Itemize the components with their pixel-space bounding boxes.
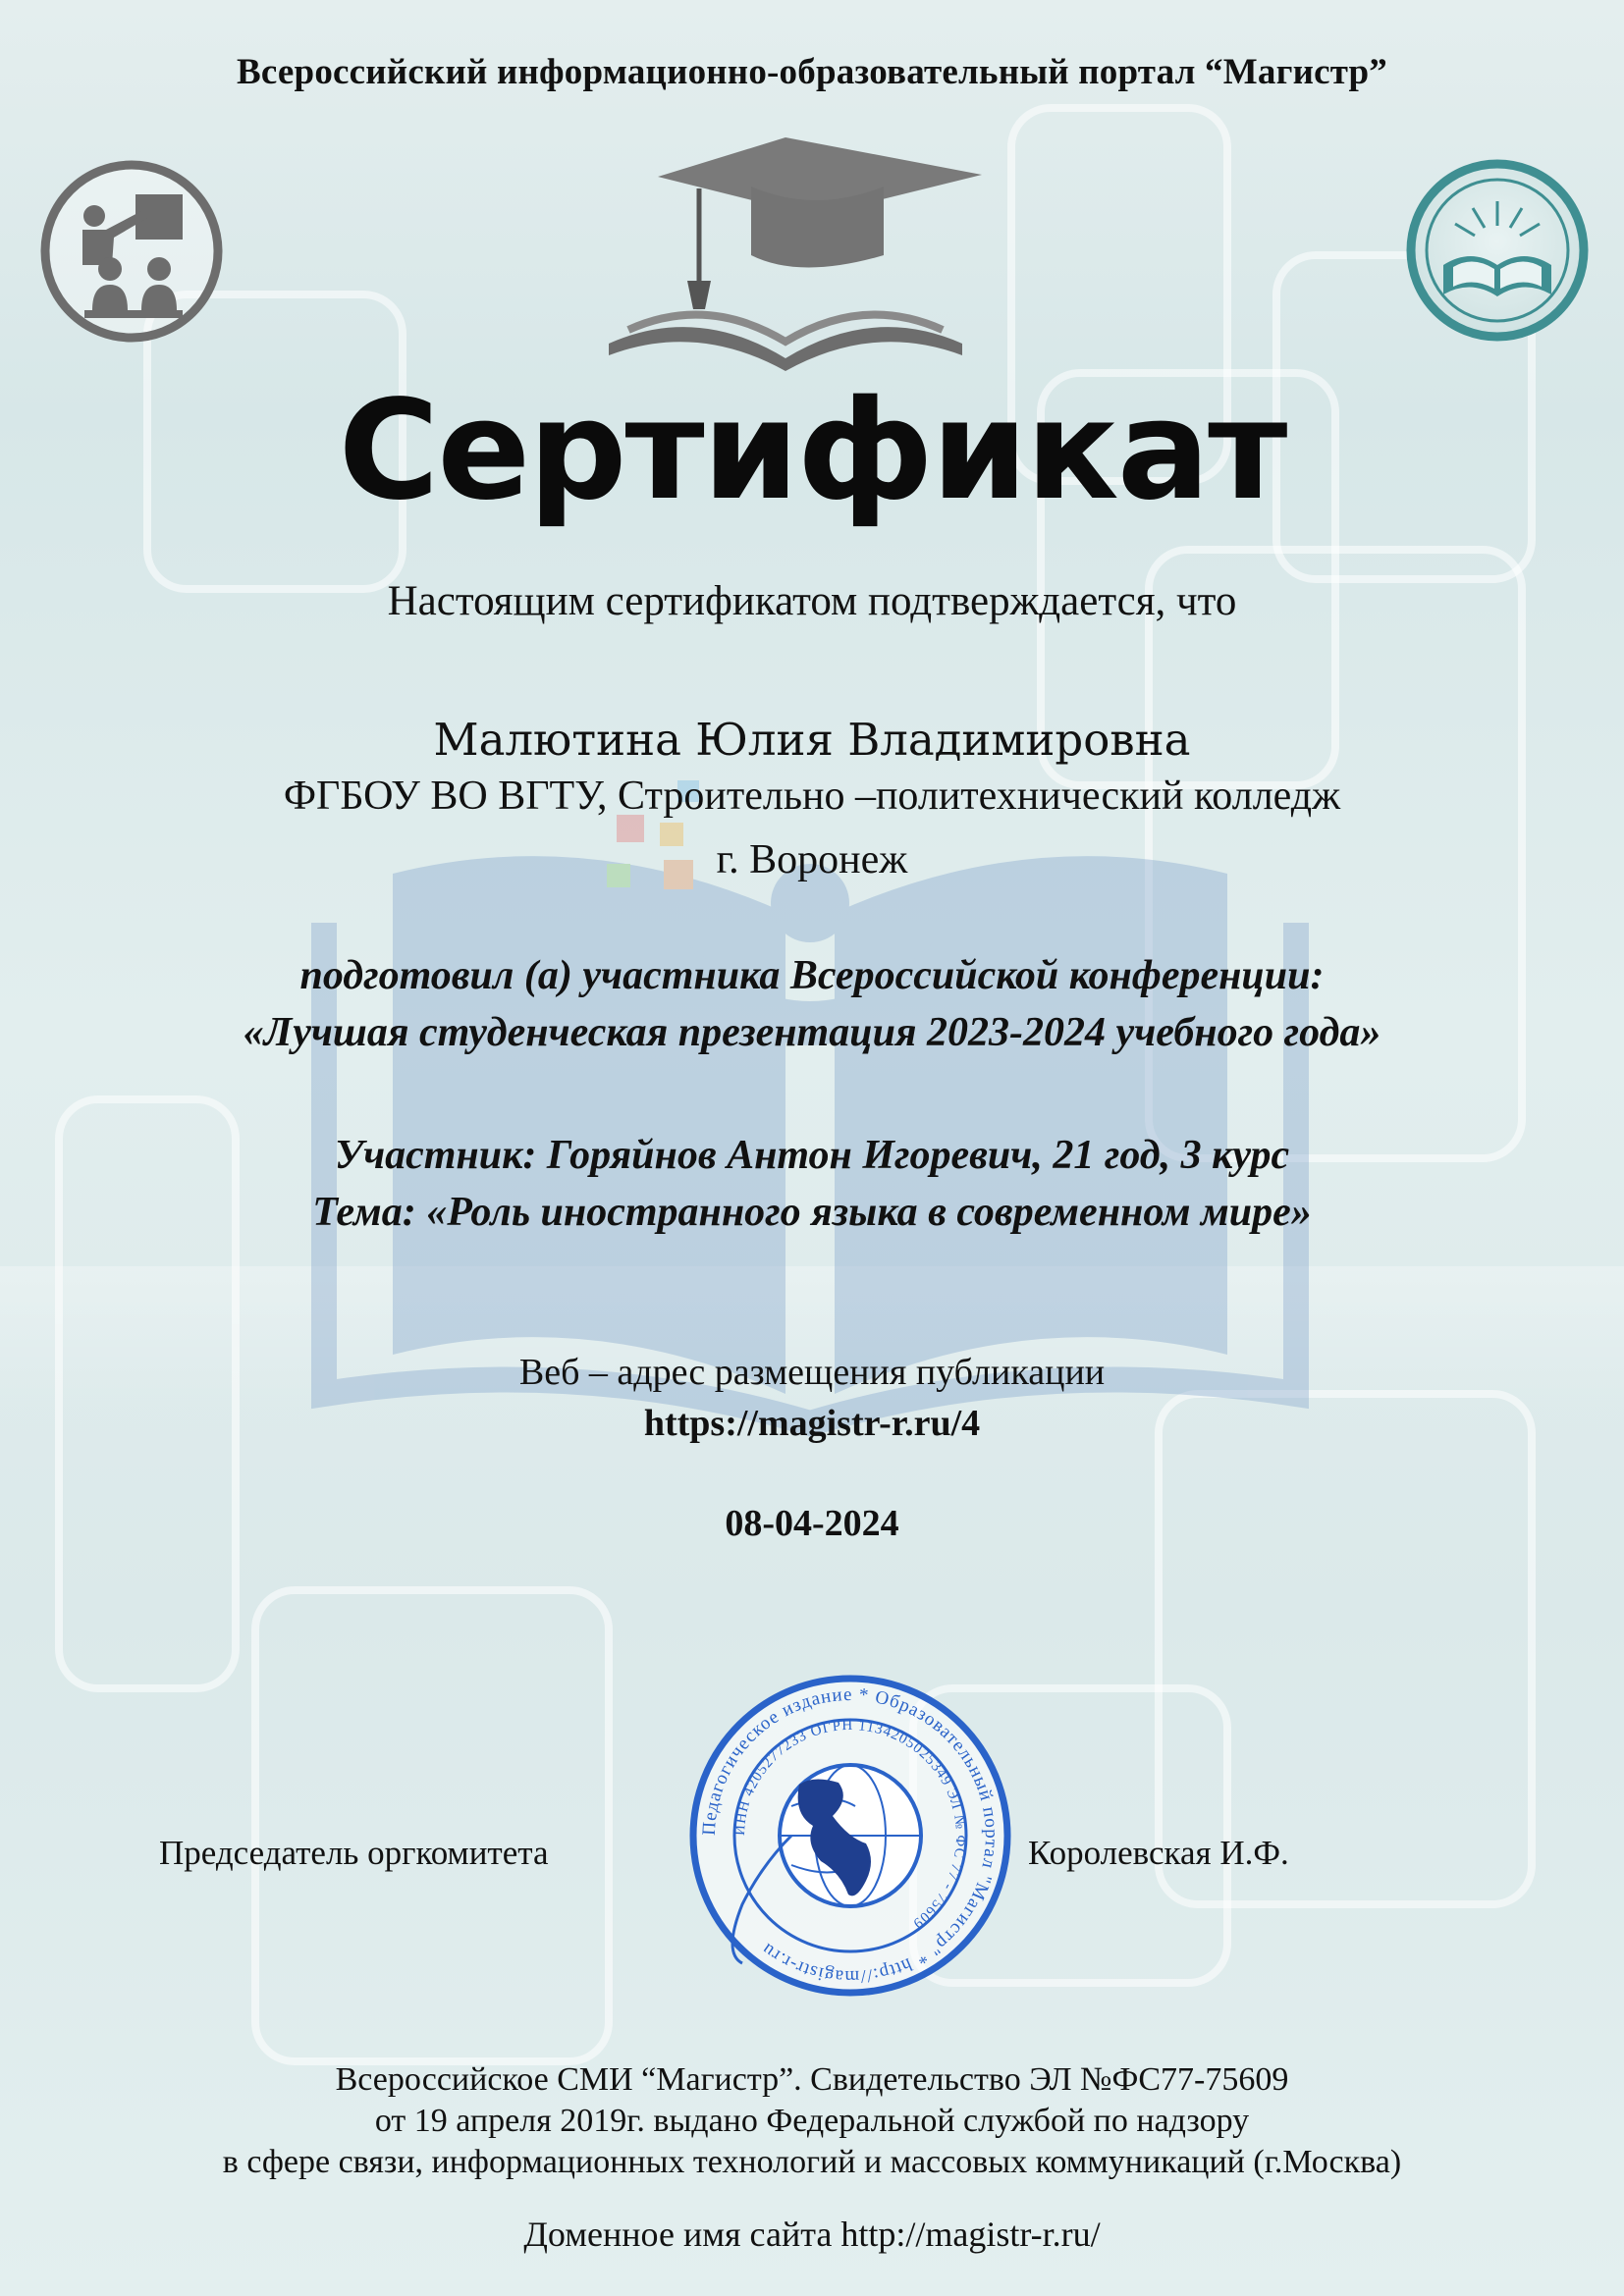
stamp-inner-text: ИНН 4205277233 ОГРН 1134205025349 ЭЛ № ФС 77 - 75609 bbox=[731, 1717, 969, 1932]
chair-name: Королевская И.Ф. bbox=[1028, 1834, 1289, 1872]
prepared-line: подготовил (а) участника Всероссийской конференции: bbox=[299, 953, 1325, 998]
publication-web-block bbox=[0, 1347, 1624, 1449]
conference-name: «Лучшая студенческая презентация 2023-2024 учебного года» bbox=[243, 1010, 1381, 1055]
footer-line-2: от 19 апреля 2019г. выдано Федеральной службой по надзору bbox=[374, 2103, 1250, 2139]
publication-url-link[interactable]: https://magistr-r.ru/4 bbox=[643, 1403, 981, 1444]
participant-block bbox=[0, 1127, 1624, 1241]
recipient-organization: ФГБОУ ВО ВГТУ, Строительно –политехнический колледж bbox=[283, 774, 1341, 819]
footer-line-3: в сфере связи, информационных технологий и массовых коммуникаций (г.Москва) bbox=[222, 2144, 1402, 2180]
recipient-name: Малютина Юлия Владимировна bbox=[433, 714, 1191, 766]
site-domain-link[interactable]: Доменное имя сайта http://magistr-r.ru/ bbox=[523, 2215, 1101, 2254]
teacher-students-logo-icon bbox=[37, 157, 226, 346]
certificate-date: 08-04-2024 bbox=[725, 1503, 899, 1544]
graduation-cap-icon bbox=[589, 137, 982, 383]
globe-icon bbox=[780, 1765, 921, 1906]
confirm-text: Настоящим сертификатом подтверждается, что bbox=[387, 578, 1237, 624]
certificate-title: Сертификат bbox=[338, 371, 1286, 531]
conference-block bbox=[0, 947, 1624, 1061]
topic-line: Тема: «Роль иностранного языка в современном мире» bbox=[312, 1190, 1312, 1235]
web-address-label: Веб – адрес размещения публикации bbox=[518, 1352, 1106, 1393]
registration-footer bbox=[0, 2059, 1624, 2183]
chair-label: Председатель оргкомитета bbox=[159, 1834, 549, 1872]
book-sun-emblem-icon bbox=[1404, 157, 1591, 344]
participant-line: Участник: Горяйнов Антон Игоревич, 21 год, 3 курс bbox=[334, 1133, 1290, 1178]
stamp-outer-text: Педагогическое издание * Образовательный портал "Магистр" * http://magistr-r.ru bbox=[698, 1683, 1002, 1988]
recipient-city: г. Воронеж bbox=[716, 837, 908, 882]
portal-title: Всероссийский информационно-образовательный портал “Магистр” bbox=[236, 52, 1388, 92]
footer-line-1: Всероссийское СМИ “Магистр”. Свидетельство ЭЛ №ФС77-75609 bbox=[335, 2061, 1289, 2098]
official-stamp bbox=[683, 1669, 1017, 2002]
